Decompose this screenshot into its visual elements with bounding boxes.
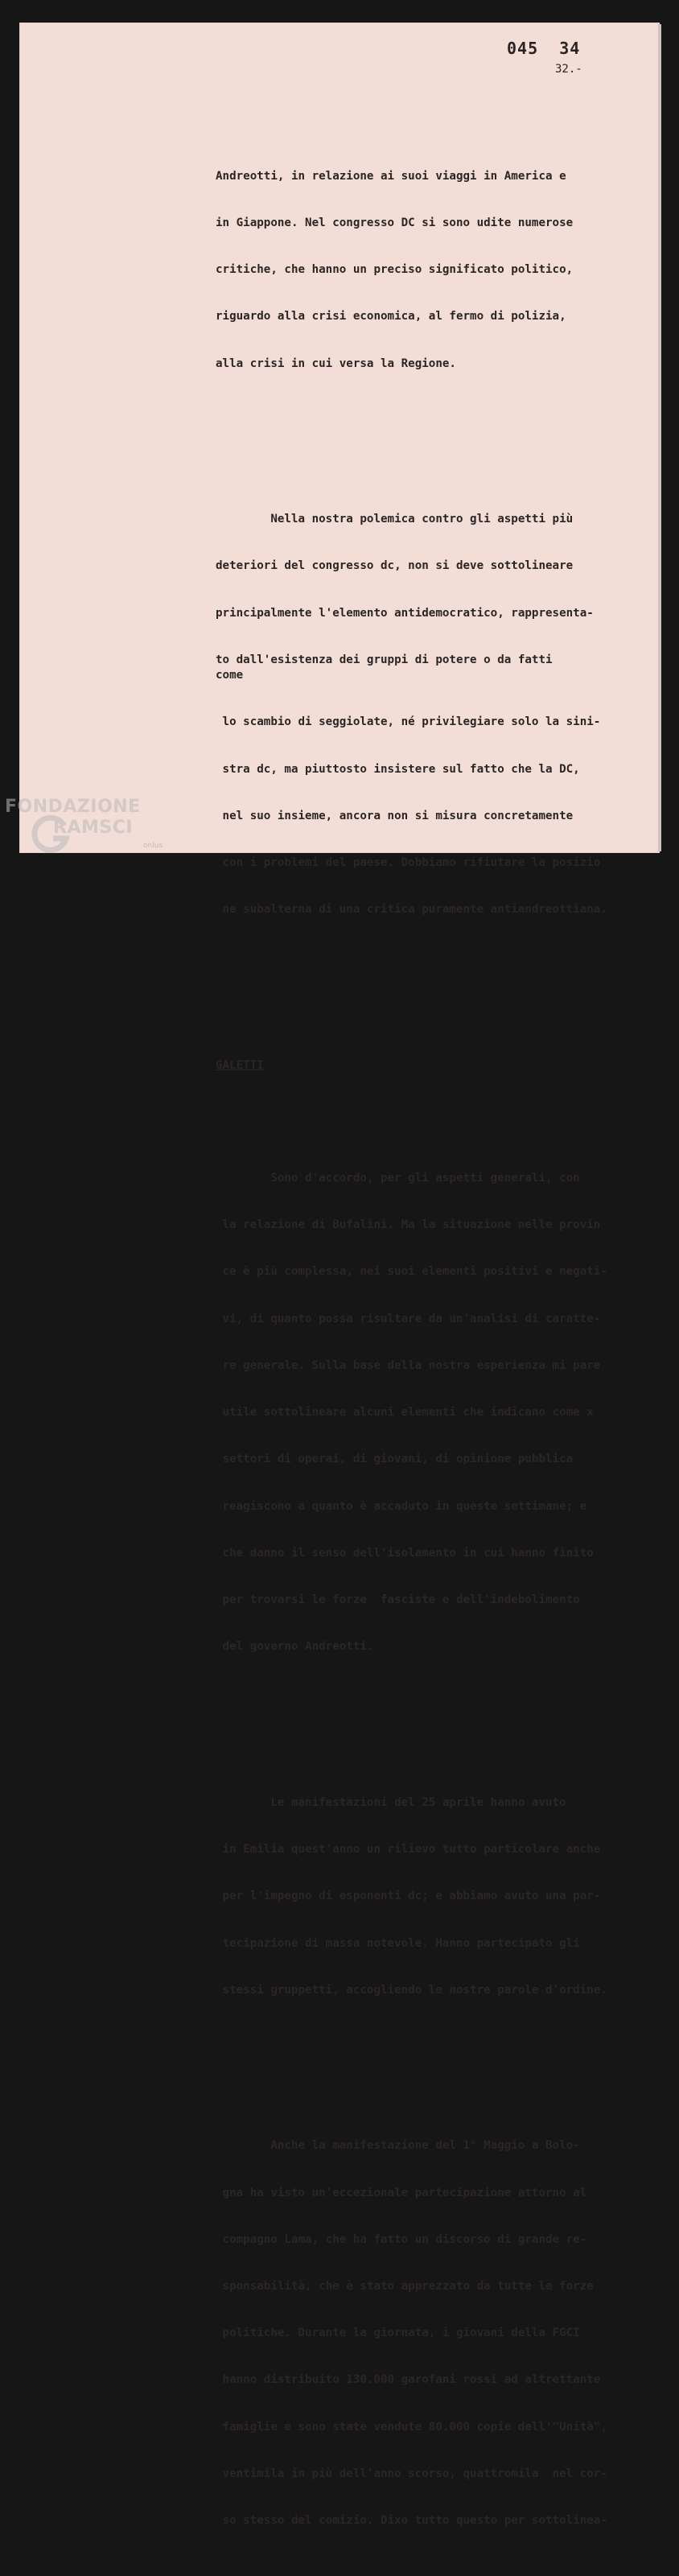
typewritten-text	[216, 106, 666, 2576]
text-line: Anche la manifestazione del 1° Maggio a Bolo-	[216, 2139, 580, 2153]
text-line: per l'impegno di esponenti dc; e abbiamo avuto una par-	[216, 1890, 601, 1903]
fondazione-gramsci-watermark	[3, 795, 172, 868]
text-line: lo scambio di seggiolate, né privilegiare solo la sini-	[216, 715, 601, 729]
paragraph-1	[216, 138, 666, 403]
text-line: stra dc, ma piuttosto insistere sul fatto che la DC,	[216, 762, 580, 776]
text-line: con i problemi del paese. Dobbiamo rifiutare la posizio	[216, 856, 601, 870]
text-line	[216, 653, 666, 684]
text-line: compagno Lama, che ha fatto un discorso di grande re-	[216, 2232, 587, 2246]
text-line: gna ha visto un'eccezionale partecipazione attorno al	[216, 2186, 587, 2199]
text-fragment: to dall'esistenza dei gruppi di potere o da fatti	[216, 653, 553, 666]
text-line: ce è più complessa, nei suoi elementi positivi e negati-	[216, 1265, 607, 1279]
text-line: per trovarsi le forze fasciste e dell'indebolimento	[216, 1593, 580, 1606]
text-line: che danno il senso dell'isolamento in cui hanno finito	[216, 1546, 594, 1560]
paragraph-4	[216, 1764, 666, 2030]
text-line: famiglie e sono state vendute 80.000 copie dell'"Unità",	[216, 2420, 607, 2434]
text-line: reagiscono a quanto è accaduto in queste settimane; e	[216, 1499, 587, 1513]
archive-number: 045 34	[507, 39, 581, 58]
watermark-line-1: FONDAZIONE	[5, 797, 141, 817]
text-line: utile sottolineare alcuni elementi che indicano come x	[216, 1406, 594, 1420]
text-line: hanno distribuito 130.000 garofani rossi ad altrettante	[216, 2373, 601, 2387]
text-line: stessi gruppetti, accogliendo le nostre parole d'ordine.	[216, 1983, 607, 1997]
text-line: la relazione di Bufalini. Ma la situazione nelle provin	[216, 1218, 601, 1232]
text-line: Andreotti, in relazione ai suoi viaggi in America e	[216, 169, 566, 183]
watermark-onlus: onlus	[143, 842, 163, 850]
paragraph-5	[216, 2108, 666, 2561]
text-line: del governo Andreotti.	[216, 1640, 374, 1654]
page-number: 32.-	[555, 63, 582, 76]
text-line: deteriori del congresso dc, non si deve sottolineare	[216, 559, 574, 573]
text-line: principalmente l'elemento antidemocratico, rappresenta-	[216, 606, 594, 620]
text-line: in Emilia quest'anno un rilievo tutto particolare anche	[216, 1843, 601, 1857]
text-line: vi, di quanto possa risultare da un'analisi di caratte-	[216, 1312, 601, 1325]
text-line: so stesso del comizio. Dixo tutto questo per sottolinea-	[216, 2514, 607, 2528]
text-line: nel suo insieme, ancora non si misura concretamente	[216, 809, 574, 822]
watermark-line-2: RAMSCI	[53, 818, 134, 838]
text-line: Le manifestazioni del 25 aprile hanno avuto	[216, 1795, 566, 1809]
text-line: politiche. Durante la giornata, i giovani della FGCI	[216, 2327, 580, 2340]
text-line: settori di operai, di giovani, di opinione pubblica	[216, 1453, 574, 1466]
text-line: Sono d'accordo, per gli aspetti generali, con	[216, 1172, 580, 1185]
text-line: Nella nostra polemica contro gli aspetti più	[216, 513, 574, 526]
speaker-heading: GALETTI	[216, 1059, 264, 1073]
text-line: in Giappone. Nel congresso DC si sono udite numerose	[216, 216, 574, 229]
text-line: riguardo alla crisi economica, al fermo di polizia,	[216, 310, 566, 324]
text-line: re generale. Sulla base della nostra esperienza mi pare	[216, 1358, 601, 1372]
paragraph-2	[216, 480, 666, 949]
text-fragment: come	[216, 669, 244, 682]
text-line: critiche, che hanno un preciso significato politico,	[216, 263, 574, 277]
paragraph-3	[216, 1140, 666, 1686]
text-line: sponsabilità, che è stato apprezzato da tutte le forze	[216, 2280, 594, 2294]
text-line: ventimila in più dell'anno scorso, quattromila nel cor-	[216, 2467, 607, 2480]
text-line: tecipazione di massa notevole. Hanno partecipato gli	[216, 1936, 580, 1950]
text-line: alla crisi in cui versa la Regione.	[216, 357, 456, 370]
text-line: ne subalterna di una critica puramente antiandreottiana.	[216, 903, 607, 917]
